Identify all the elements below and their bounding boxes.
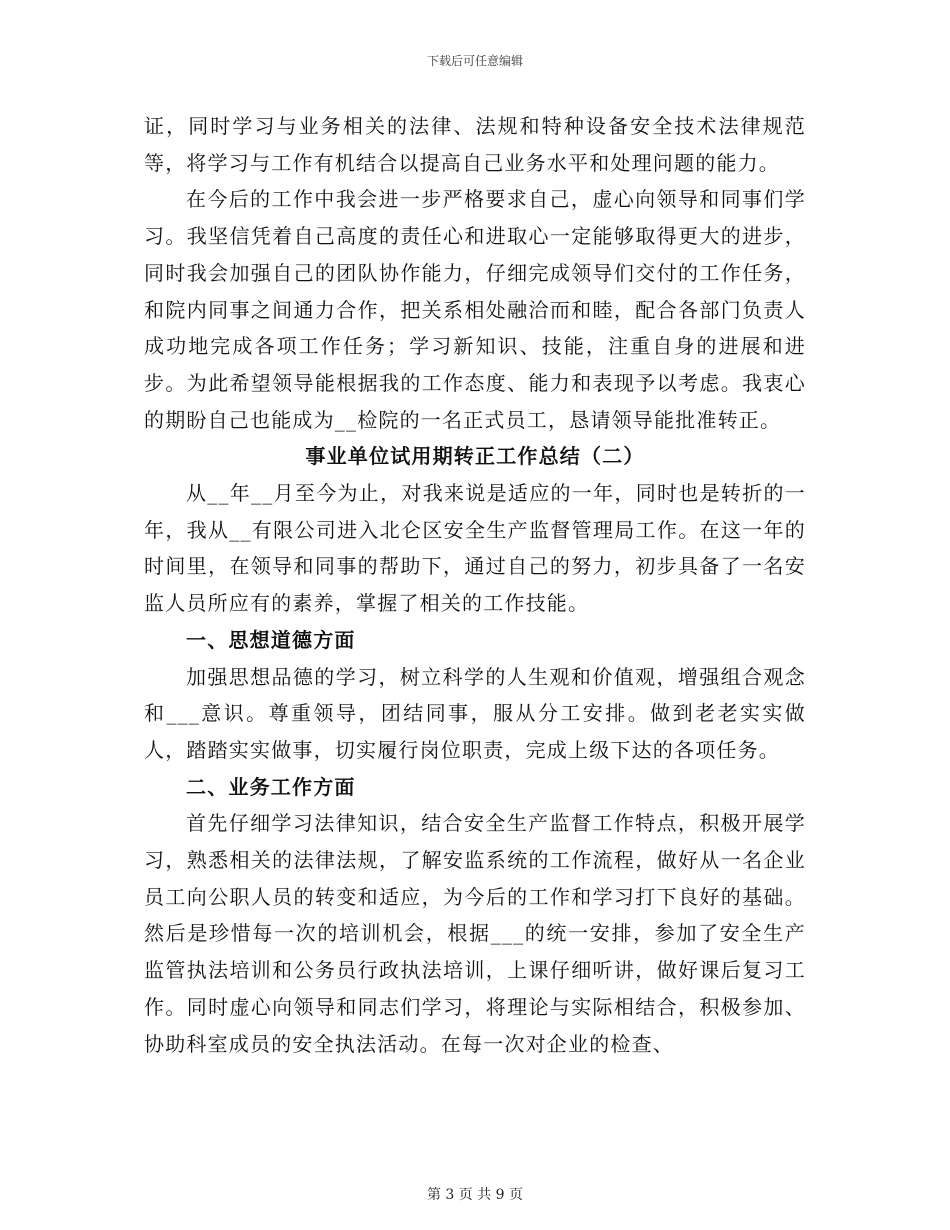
paragraph-business-work: 首先仔细学习法律知识，结合安全生产监督工作特点，积极开展学习，熟悉相关的法律法规，了解安监系统的工作流程，做好从一名企业员工向公职人员的转变和适应，为今后的工作和学习打下良好的基础。然后是珍惜每一次的培训机会，根据___的统一安排，参加了安全生产监管执法培训和公务员行政执法培训，上课仔细听讲，做好课后复习工作。同时虚心向领导和同志们学习，将理论与实际相结合，积极参加、协助科室成员的安全执法活动。在每一次对企业的检查、 xyxy=(144,811,806,1056)
paragraph-continuation: 证，同时学习与业务相关的法律、法规和特种设备安全技术法律规范等，将学习与工作有机结合以提高自己业务水平和处理问题的能力。 xyxy=(144,114,806,175)
page-footer: 第 3 页 共 9 页 xyxy=(426,1187,524,1203)
paragraph-future-work: 在今后的工作中我会进一步严格要求自己，虚心向领导和同事们学习。我坚信凭着自己高度的责任心和进取心一定能够取得更大的进步，同时我会加强自己的团队协作能力，仔细完成领导们交付的工作任务，和院内同事之间通力合作，把关系相处融洽而和睦，配合各部门负责人成功地完成各项工作任务；学习新知识、技能，注重自身的进展和进步。为此希望领导能根据我的工作态度、能力和表现予以考虑。我衷心的期盼自己也能成为__检院的一名正式员工，恳请领导能批准转正。 xyxy=(144,187,806,432)
section-title: 事业单位试用期转正工作总结（二） xyxy=(305,444,645,469)
paragraph-intro: 从__年__月至今为止，对我来说是适应的一年，同时也是转折的一年，我从__有限公司进入北仑区安全生产监督管理局工作。在这一年的时间里，在领导和同事的帮助下，通过自己的努力，初步具备了一名安监人员所应有的素养，掌握了相关的工作技能。 xyxy=(144,481,806,616)
heading-ideology-morality: 一、思想道德方面 xyxy=(186,627,356,652)
heading-business-work: 二、业务工作方面 xyxy=(186,774,356,799)
page-header: 下载后可任意编辑 xyxy=(426,54,523,68)
document-body xyxy=(144,108,806,1062)
paragraph-ideology-morality: 加强思想品德的学习，树立科学的人生观和价值观，增强组合观念和___意识。尊重领导，团结同事，服从分工安排。做到老老实实做人，踏踏实实做事，切实履行岗位职责，完成上级下达的各项任务。 xyxy=(144,664,806,762)
